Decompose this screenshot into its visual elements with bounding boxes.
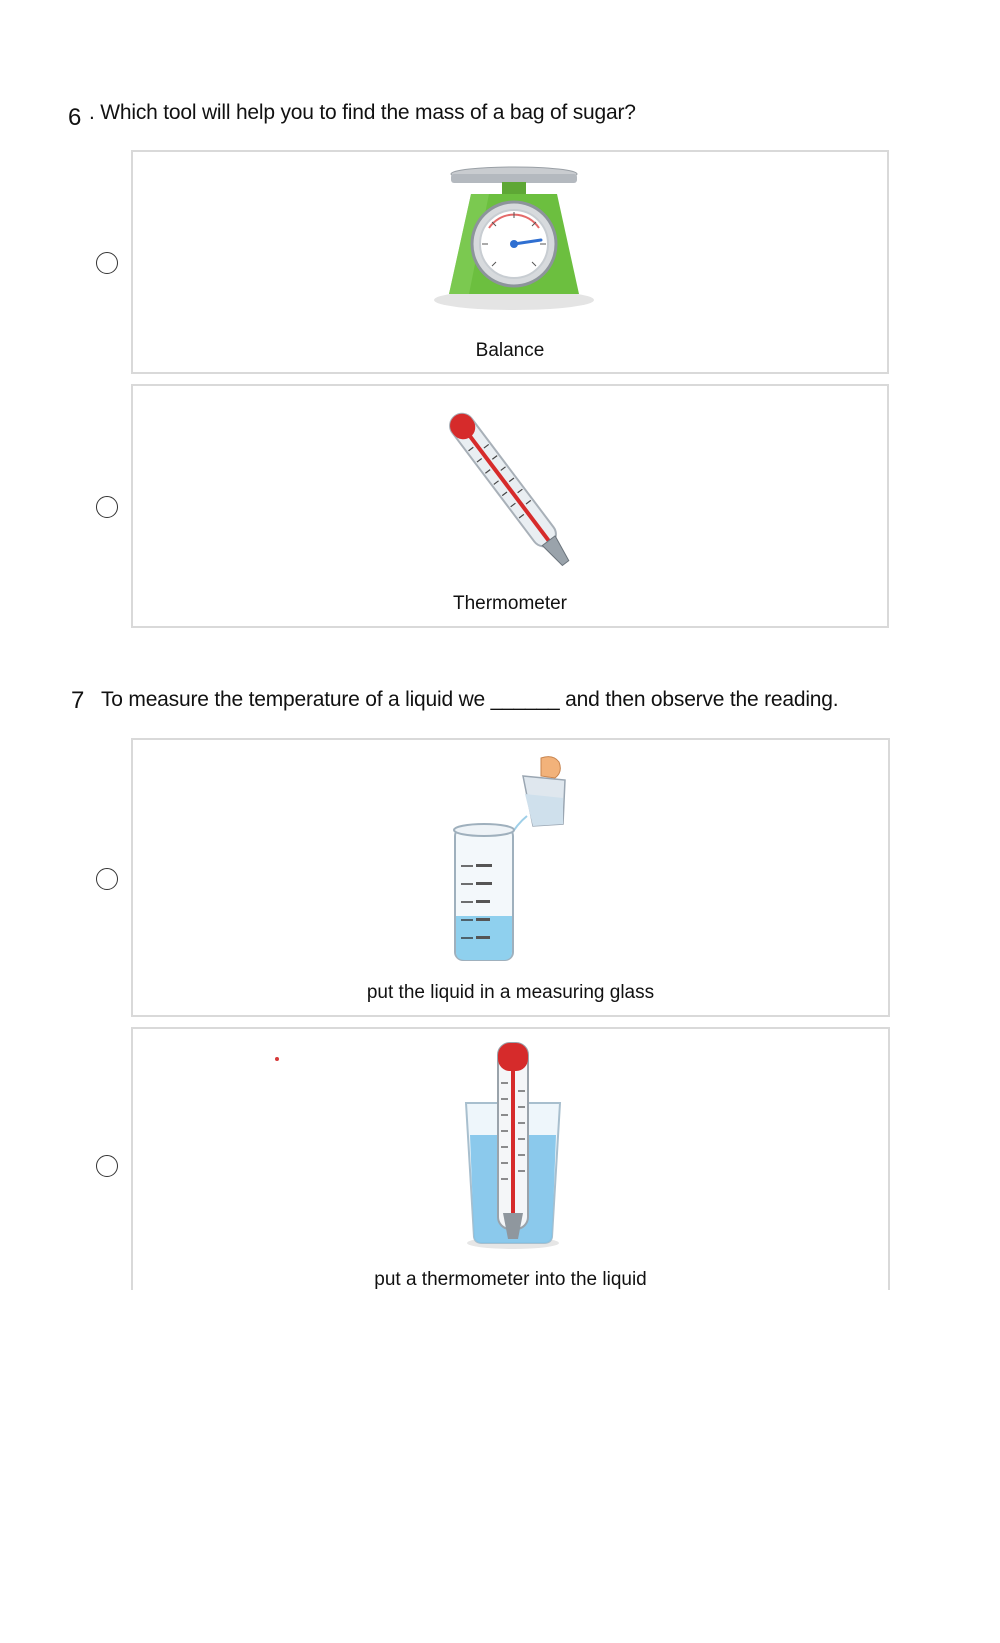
option-thermometer-liquid[interactable] (131, 1027, 890, 1290)
option-measuring-glass[interactable] (131, 738, 890, 1017)
option-measuring-glass-radio[interactable] (96, 868, 118, 890)
option-thermometer-radio[interactable] (96, 496, 118, 518)
question-7-text: To measure the temperature of a liquid we ______ and then observe the reading. (101, 688, 839, 711)
question-6-text: . Which tool will help you to find the mass of a bag of sugar? (89, 101, 636, 124)
option-measuring-glass-label: put the liquid in a measuring glass (366, 982, 655, 1003)
thermometer-icon (439, 398, 579, 578)
measuring-glass-icon (445, 754, 585, 964)
option-thermometer-liquid-label: put a thermometer into the liquid (374, 1269, 647, 1290)
option-thermometer-label: Thermometer (452, 593, 568, 614)
option-balance-label: Balance (475, 340, 545, 361)
question-6-number: 6 (68, 104, 82, 131)
option-balance-radio[interactable] (96, 252, 118, 274)
option-balance[interactable] (131, 150, 889, 374)
stray-mark (275, 1057, 279, 1061)
question-7-number: 7 (71, 687, 85, 714)
option-thermometer-liquid-radio[interactable] (96, 1155, 118, 1177)
option-thermometer[interactable] (131, 384, 889, 628)
balance-scale-icon (429, 164, 599, 324)
thermometer-in-glass-icon (458, 1041, 568, 1251)
